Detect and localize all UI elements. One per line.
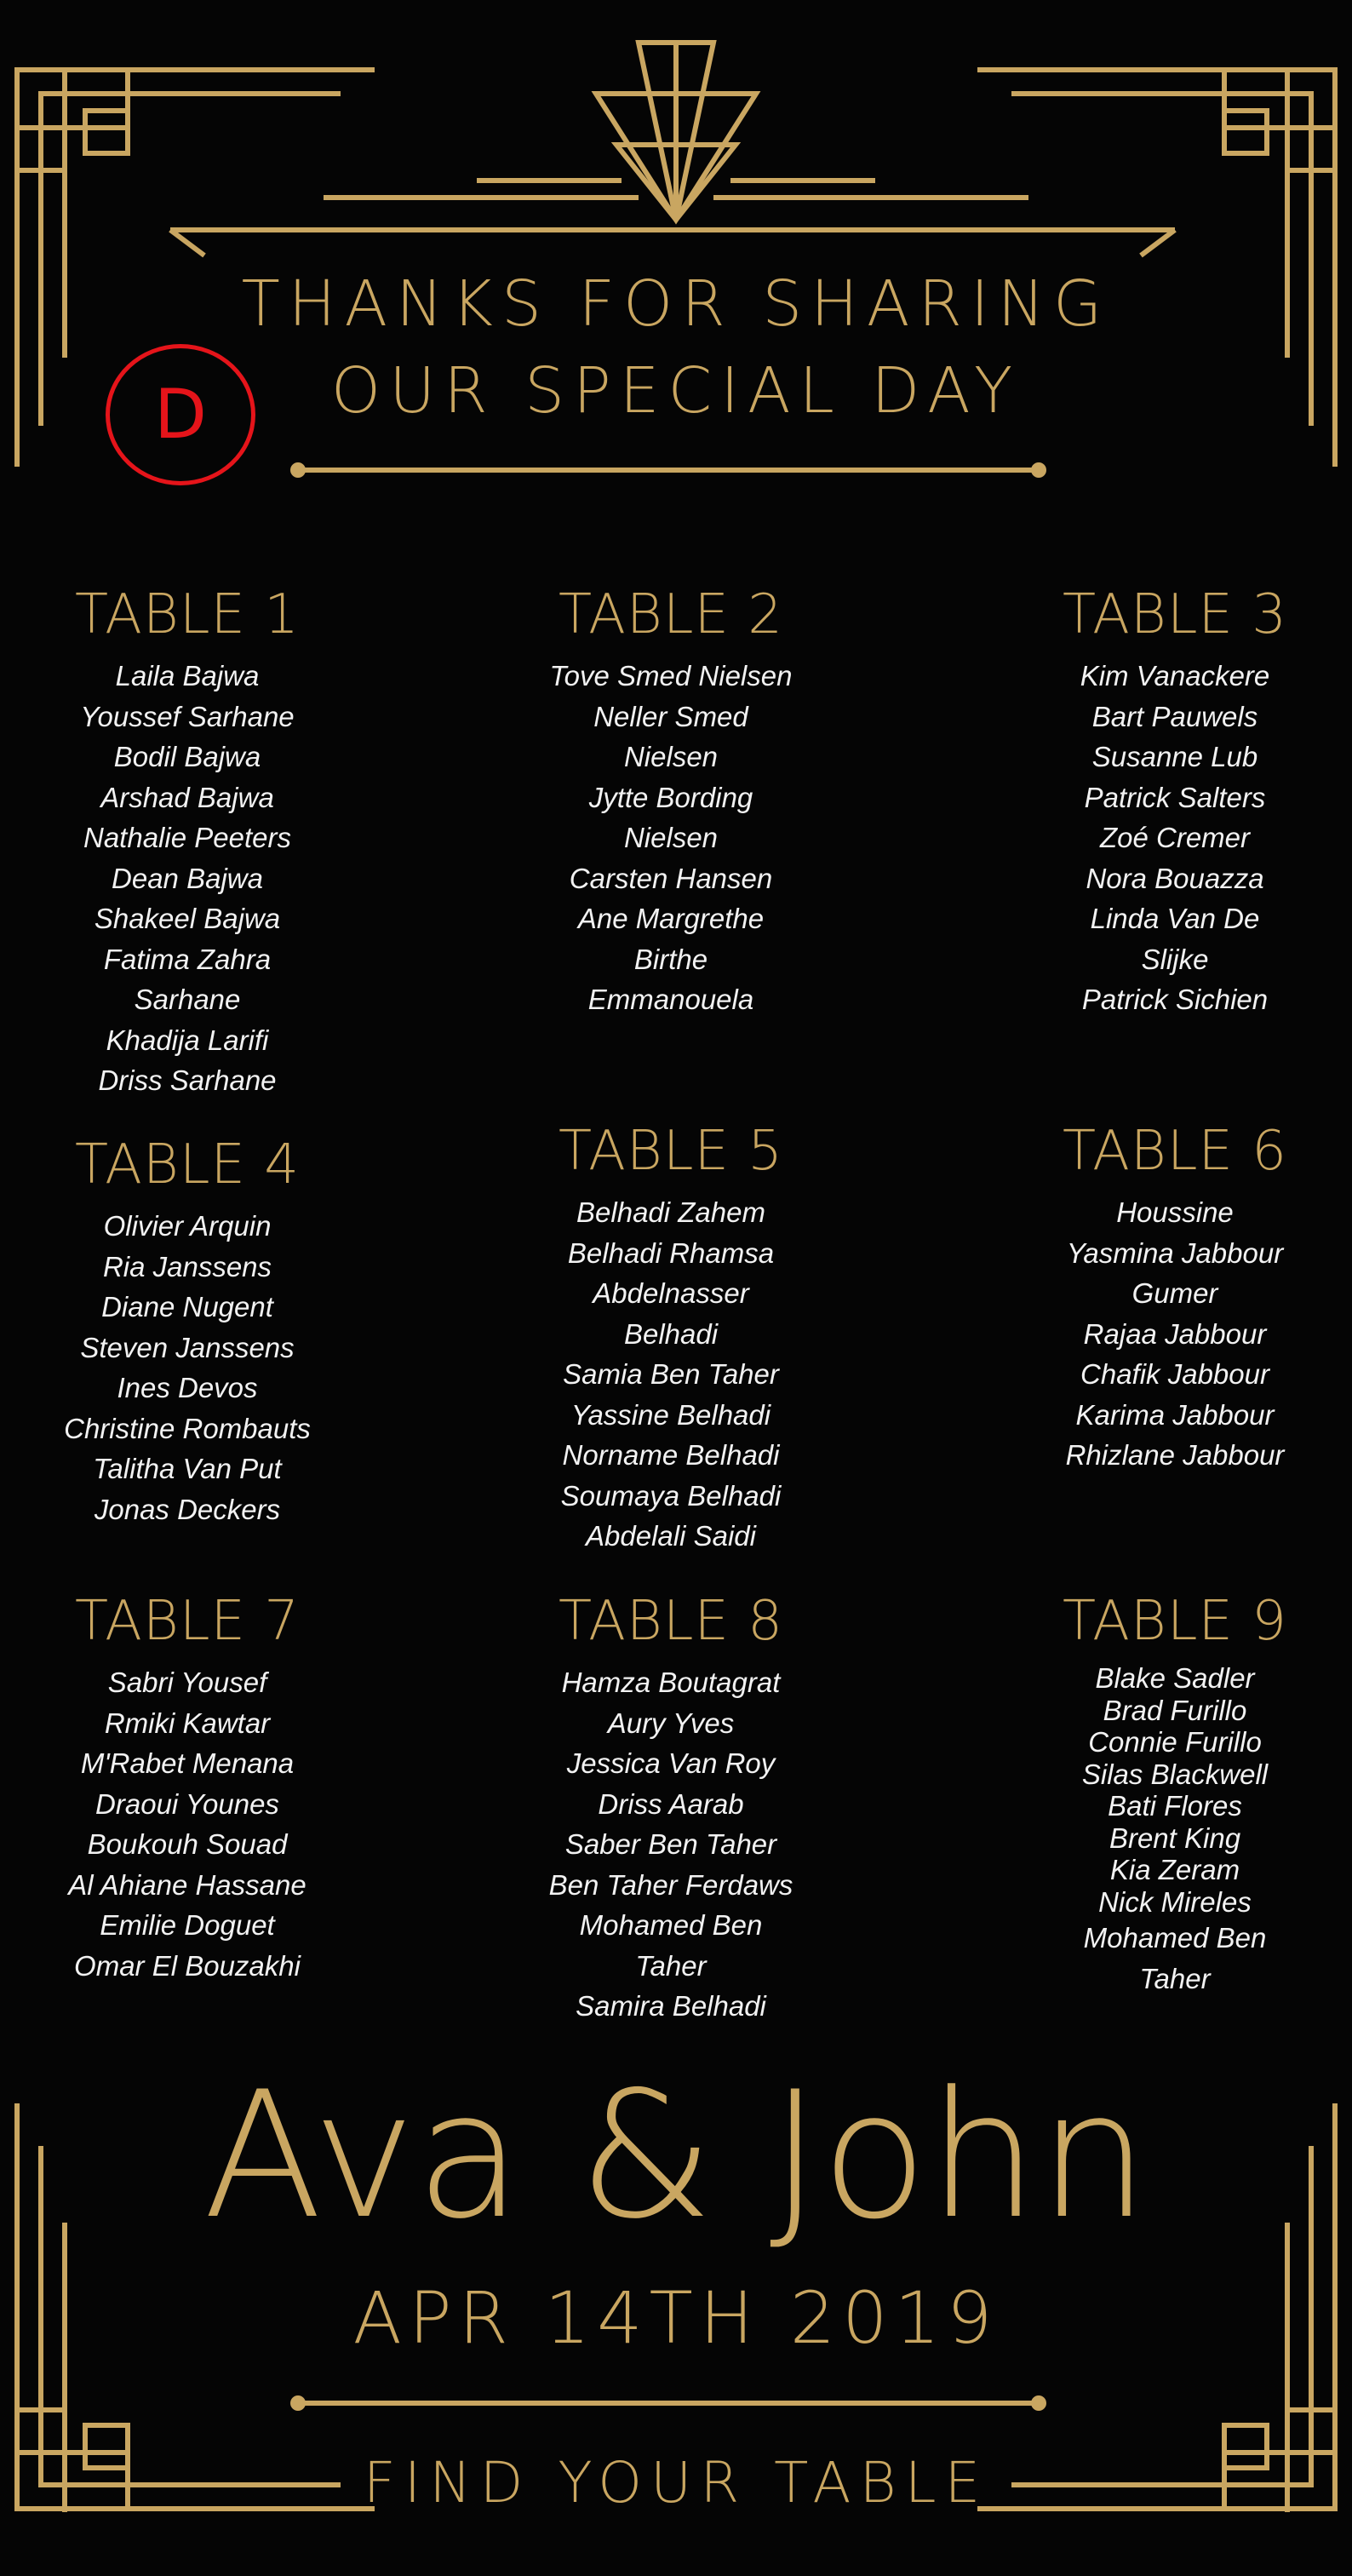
guest-name: M'Rabet Menana bbox=[80, 1747, 295, 1779]
table-8-block bbox=[484, 1587, 858, 2027]
guest-name: Diane Nugent bbox=[101, 1291, 273, 1322]
guest-name: Yasmina Jabbour bbox=[1066, 1236, 1284, 1269]
guest-name: Chafik Jabbour bbox=[1080, 1358, 1269, 1390]
guest-name: Gumer bbox=[1131, 1277, 1218, 1309]
guest-name: Linda Van De bbox=[1090, 903, 1260, 934]
guest-name: Neller Smed bbox=[593, 700, 748, 732]
guest-name: Nielsen bbox=[623, 822, 719, 853]
guest-name: Yassine Belhadi bbox=[570, 1398, 771, 1431]
table-title: TABLE 5 bbox=[559, 1120, 783, 1183]
table-7-block bbox=[0, 1587, 375, 1986]
guest-name: Laila Bajwa bbox=[115, 660, 260, 691]
guest-name: Norname Belhadi bbox=[562, 1439, 780, 1471]
table-2-block bbox=[484, 581, 858, 1020]
guest-name: Ria Janssens bbox=[102, 1250, 272, 1282]
guest-name: Bati Flores bbox=[1108, 1790, 1242, 1822]
guest-name: Rhizlane Jabbour bbox=[1065, 1439, 1285, 1471]
table-title: TABLE 8 bbox=[559, 1590, 783, 1653]
guest-name: Nielsen bbox=[623, 741, 719, 772]
guest-name: Driss Aarab bbox=[598, 1787, 744, 1820]
guest-name: Rajaa Jabbour bbox=[1083, 1317, 1267, 1350]
guest-name: Nora Bouazza bbox=[1086, 862, 1264, 894]
guest-name: Susanne Lub bbox=[1091, 741, 1258, 772]
guest-name: Mohamed Ben bbox=[579, 1909, 763, 1941]
guest-name: Draoui Younes bbox=[95, 1787, 279, 1820]
guest-name: Fatima Zahra bbox=[103, 943, 272, 975]
guest-name: Zoé Cremer bbox=[1099, 822, 1251, 853]
footer-caption: FIND YOUR TABLE bbox=[363, 2450, 989, 2516]
guest-name: Belhadi Zahem bbox=[576, 1196, 765, 1228]
guest-name: Emilie Doguet bbox=[100, 1909, 275, 1941]
guest-name: Samia Ben Taher bbox=[563, 1358, 779, 1390]
table-9-block bbox=[988, 1587, 1352, 1999]
guest-name: Carsten Hansen bbox=[569, 862, 773, 894]
guest-name: Sabri Yousef bbox=[107, 1667, 267, 1698]
guest-name: Driss Sarhane bbox=[98, 1064, 277, 1096]
table-6-block bbox=[988, 1117, 1352, 1476]
guest-name: Taher bbox=[635, 1949, 707, 1982]
guest-name: Silas Blackwell bbox=[1081, 1758, 1269, 1790]
guest-name: Taher bbox=[1139, 1962, 1211, 1994]
guest-name: Arshad Bajwa bbox=[100, 781, 274, 813]
option-marker-d: D bbox=[106, 344, 255, 485]
table-5-block bbox=[484, 1117, 858, 1557]
guest-name: Abdelali Saidi bbox=[586, 1520, 756, 1552]
table-title: TABLE 1 bbox=[75, 583, 300, 646]
guest-name: Rmiki Kawtar bbox=[104, 1707, 271, 1739]
guest-name: Kim Vanackere bbox=[1080, 660, 1270, 691]
guest-name: Nathalie Peeters bbox=[83, 822, 291, 853]
guest-name: Omar El Bouzakhi bbox=[74, 1949, 301, 1982]
guest-name: Kia Zeram bbox=[1109, 1854, 1240, 1885]
guest-name: Steven Janssens bbox=[80, 1331, 295, 1363]
guest-name: Ane Margrethe bbox=[577, 903, 765, 934]
guest-name: Aury Yves bbox=[607, 1707, 735, 1739]
guest-name: Al Ahiane Hassane bbox=[68, 1868, 306, 1901]
guest-name: Ines Devos bbox=[117, 1372, 258, 1403]
guest-name: Nick Mireles bbox=[1098, 1885, 1252, 1918]
guest-name: Samira Belhadi bbox=[576, 1990, 766, 2022]
footer-divider bbox=[293, 2398, 1044, 2408]
guest-name: Saber Ben Taher bbox=[564, 1828, 777, 1860]
guest-name: Karima Jabbour bbox=[1075, 1398, 1275, 1431]
guest-name: Shakeel Bajwa bbox=[94, 903, 281, 934]
title-divider bbox=[293, 465, 1044, 475]
guest-name: Belhadi bbox=[623, 1317, 719, 1350]
guest-name: Christine Rombauts bbox=[64, 1412, 311, 1444]
guest-name: Patrick Salters bbox=[1084, 781, 1266, 813]
top-center-ornament bbox=[170, 43, 1175, 255]
guest-name: Bodil Bajwa bbox=[113, 741, 261, 772]
guest-name: Boukouh Souad bbox=[87, 1828, 288, 1860]
guest-name: Olivier Arquin bbox=[103, 1210, 272, 1242]
guest-name: Youssef Sarhane bbox=[80, 700, 295, 732]
table-title: TABLE 3 bbox=[1063, 583, 1287, 646]
guest-name: Bart Pauwels bbox=[1091, 700, 1258, 732]
guest-name: Mohamed Ben bbox=[1083, 1922, 1267, 1954]
table-title: TABLE 9 bbox=[1063, 1590, 1287, 1653]
guest-name: Birthe bbox=[633, 943, 708, 975]
table-title: TABLE 6 bbox=[1063, 1120, 1287, 1183]
guest-name: Houssine bbox=[1116, 1196, 1234, 1228]
table-title: TABLE 4 bbox=[75, 1133, 300, 1196]
guest-name: Khadija Larifi bbox=[106, 1024, 269, 1056]
couple-names: Ava & John bbox=[203, 2055, 1149, 2258]
title-line-2: OUR SPECIAL DAY bbox=[330, 354, 1022, 427]
guest-name: Jessica Van Roy bbox=[566, 1747, 776, 1779]
table-3-block bbox=[988, 581, 1352, 1020]
guest-name: Ben Taher Ferdaws bbox=[548, 1868, 793, 1901]
wedding-date: APR 14TH 2019 bbox=[352, 2276, 1000, 2360]
guest-name: Brad Furillo bbox=[1103, 1694, 1247, 1726]
guest-name: Connie Furillo bbox=[1088, 1726, 1262, 1758]
guest-name: Hamza Boutagrat bbox=[561, 1667, 781, 1698]
title-line-1: THANKS FOR SHARING bbox=[241, 267, 1111, 341]
table-title: TABLE 7 bbox=[75, 1590, 300, 1653]
guest-name: Emmanouela bbox=[587, 984, 754, 1015]
table-1-block bbox=[0, 581, 375, 1101]
guest-name: Tove Smed Nielsen bbox=[549, 660, 793, 691]
guest-name: Talitha Van Put bbox=[93, 1453, 282, 1484]
guest-name: Abdelnasser bbox=[593, 1277, 749, 1309]
guest-name: Jytte Bording bbox=[588, 781, 753, 813]
guest-name: Belhadi Rhamsa bbox=[567, 1236, 775, 1269]
guest-name: Jonas Deckers bbox=[94, 1493, 281, 1525]
guest-name: Soumaya Belhadi bbox=[560, 1479, 782, 1512]
guest-name: Sarhane bbox=[134, 984, 241, 1015]
guest-name: Slijke bbox=[1141, 943, 1209, 975]
table-4-block bbox=[0, 1131, 375, 1529]
guest-name: Patrick Sichien bbox=[1081, 984, 1269, 1015]
guest-name: Brent King bbox=[1109, 1822, 1241, 1854]
guest-name: Blake Sadler bbox=[1095, 1662, 1255, 1694]
guest-name: Dean Bajwa bbox=[112, 862, 263, 894]
table-title: TABLE 2 bbox=[559, 583, 783, 646]
